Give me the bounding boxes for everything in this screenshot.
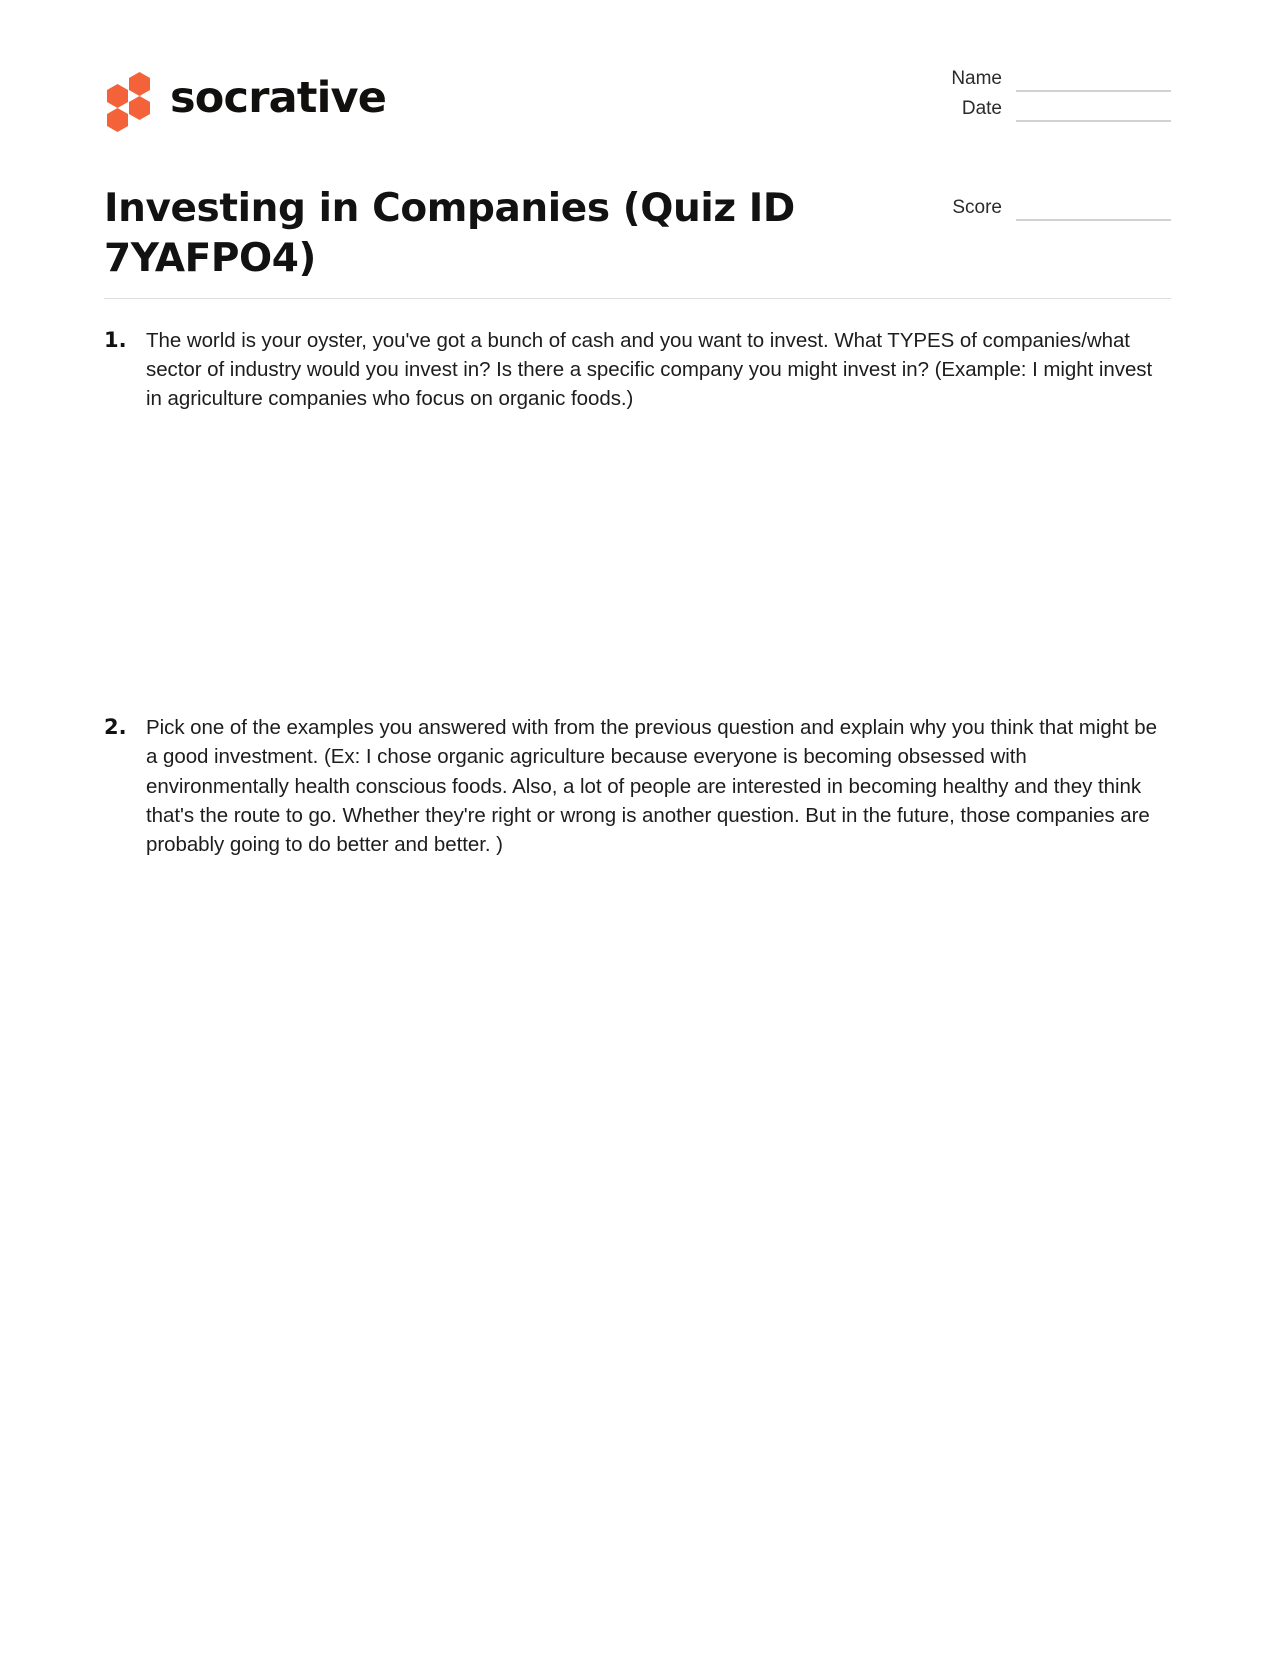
date-field-row [923,92,1171,122]
socrative-hexagon-logo-icon [104,72,156,124]
page-title: Investing in Companies (Quiz ID 7YAFPO4) [104,186,795,282]
question-number: 2. [104,715,127,740]
student-info-fields [923,62,1171,221]
answer-space[interactable] [104,859,1171,1159]
question-item [104,326,1171,413]
question-text: The world is your oyster, you've got a bunch of cash and you want to invest. What TYPES of companies/what sector of industry would you invest in? Is there a specific company you might invest in? (Example: I might invest in agriculture companies who focus on organic foods.) [146,329,1153,411]
question-number: 1. [104,328,127,352]
question-item [104,713,1171,859]
brand-name: socrative [170,72,387,123]
page-header [104,62,1171,282]
hexagon-icon [107,108,128,132]
question-text: Pick one of the examples you answered with from the previous question and explain why you think that might be a good investment. (Ex: I chose organic agriculture because everyone is becoming obsessed with environmentally health conscious foods. Also, a lot of people are interested in becoming healthy and they think that's the route to go. Whether they're right or wrong is another question. But in the future, those companies are probably going to do better and better. ) [146,716,1158,856]
hexagon-icon [107,84,128,108]
date-label: Date [961,98,1002,119]
name-field-row [923,62,1171,92]
header-divider [104,298,1171,299]
hexagon-icon [129,96,150,120]
score-input-line[interactable] [1016,197,1171,221]
score-label: Score [952,197,1002,218]
score-field-row [923,191,1171,221]
questions-list [104,326,1171,1159]
answer-space[interactable] [104,413,1171,713]
date-input-line[interactable] [1016,98,1171,122]
name-label: Name [951,68,1002,89]
hexagon-icon [129,72,150,96]
socrative-logo [104,72,386,124]
name-input-line[interactable] [1016,68,1171,92]
